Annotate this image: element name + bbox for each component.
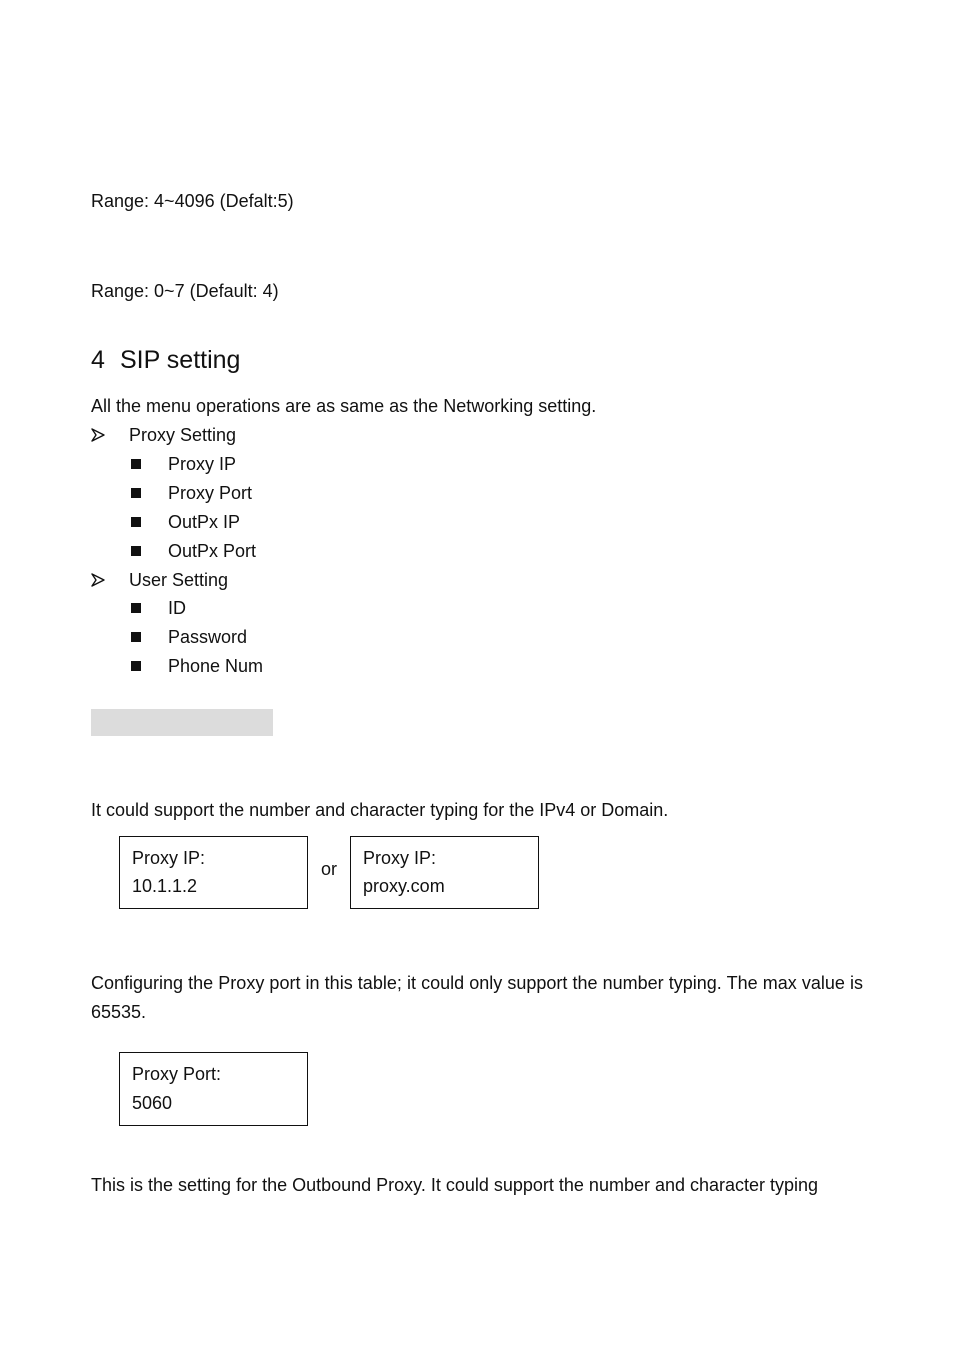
square-bullet-icon [131,632,141,642]
menu-item-password: Password [168,627,248,647]
proxy-domain-example-box [350,836,539,909]
range-vpi-text: Range: 4~4096 (Defalt:5) [91,191,294,211]
proxy-ip-description: It could support the number and character typing for the IPv4 or Domain. [91,800,669,820]
menu-proxy-setting-label: Proxy Setting [129,425,237,445]
proxy-ip-example-box [119,836,308,909]
square-bullet-icon [131,603,141,613]
menu-item-proxy-ip: Proxy IP [168,454,237,474]
or-text: or [321,859,338,879]
menu-item-outpx-ip: OutPx IP [168,512,241,532]
square-bullet-icon [131,546,141,556]
proxy-ip-example-value: 10.1.1.2 [132,876,198,896]
square-bullet-icon [131,517,141,527]
arrow-bullet-icon [90,573,106,587]
menu-item-phone-num: Phone Num [168,656,264,676]
proxy-domain-example-value: proxy.com [363,876,445,896]
proxy-port-example-box [119,1052,308,1126]
proxy-ip-example-label: Proxy IP: [132,848,206,868]
section-title: SIP setting [120,346,241,374]
proxy-port-description: Configuring the Proxy port in this table; it could only support the number typing. The max value is 65535. [91,973,863,1022]
square-bullet-icon [131,459,141,469]
section-number: 4 [91,346,105,374]
intro-text: All the menu operations are as same as the Networking setting. [91,396,597,416]
range-priority-text: Range: 0~7 (Default: 4) [91,281,279,301]
arrow-bullet-icon [90,428,106,442]
square-bullet-icon [131,661,141,671]
outbound-proxy-description: This is the setting for the Outbound Proxy. It could support the number and character typing [91,1175,819,1195]
section-heading [91,345,240,375]
proxy-port-example-value: 5060 [132,1093,173,1113]
proxy-port-example-label: Proxy Port: [132,1064,222,1084]
proxy-domain-example-label: Proxy IP: [363,848,437,868]
highlight-bar [91,709,273,736]
menu-item-id: ID [168,598,186,618]
menu-item-proxy-port: Proxy Port [168,483,253,503]
menu-user-setting-label: User Setting [129,570,229,590]
menu-item-outpx-port: OutPx Port [168,541,257,561]
square-bullet-icon [131,488,141,498]
